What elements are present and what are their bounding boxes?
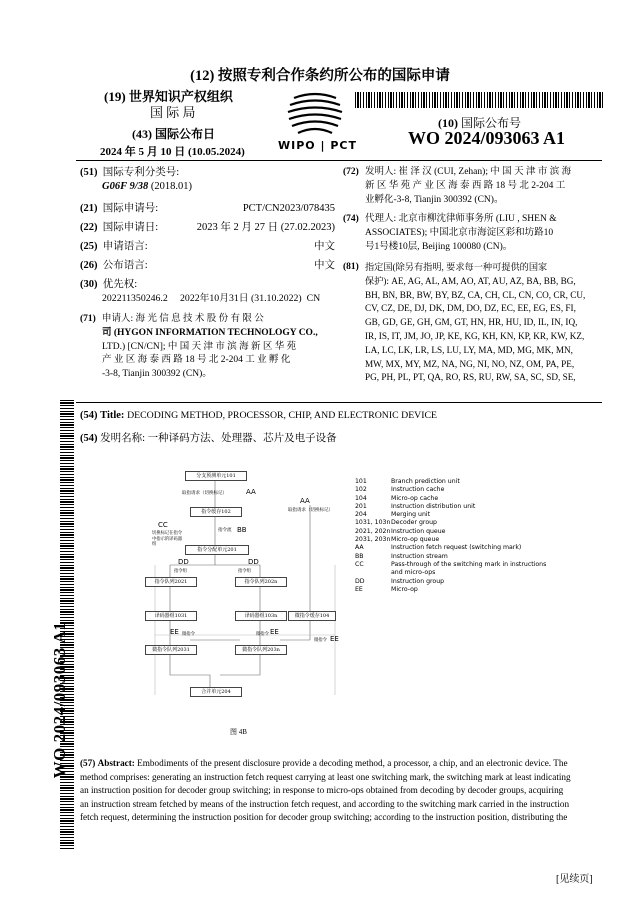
legend-row: CC Pass-through of the switching mark in instructions bbox=[355, 560, 547, 568]
f71-line: 产 业 区 海 泰 西 路 18 号 北 2-204 工 业 孵 化 bbox=[102, 355, 291, 366]
f26-value: 中文 bbox=[314, 260, 335, 271]
document-header-title: (12) 按照专利合作条约所公布的国际申请 bbox=[190, 68, 450, 84]
legend-row: 104 Micro-op cache bbox=[355, 494, 439, 502]
f25-label: 申请语言: bbox=[102, 241, 148, 252]
pub-no: WO 2024/093063 A1 bbox=[408, 128, 566, 148]
abstract-line: an instruction stream fetched by means of the instruction fetch request, and according to the switching mark carried in the instruction bbox=[80, 798, 570, 809]
abstract-line: Embodiments of the present disclosure provide a decoding method, a processor, a chip, and an electronic device. The bbox=[137, 758, 568, 768]
box-204: 合并单元204 bbox=[190, 687, 242, 697]
f81-line: MW, MX, MY, MZ, NA, NG, NI, NO, NZ, OM, PA, PE, bbox=[365, 358, 575, 369]
title-en bbox=[80, 410, 437, 421]
title-cn-value: 一种译码方法、处理器、芯片及电子设备 bbox=[147, 433, 337, 444]
box-203n: 微指令队列203n bbox=[235, 645, 287, 655]
pub-no-code: (10) bbox=[438, 116, 458, 130]
field-30 bbox=[80, 278, 335, 306]
field-51 bbox=[80, 166, 335, 194]
f51-ipc: G06F 9/38 bbox=[102, 181, 149, 192]
f30-date: 2022年10月31日 (31.10.2022) bbox=[180, 293, 302, 304]
legend-row: BB Instruction stream bbox=[355, 552, 448, 560]
box-103n: 译码器组103n bbox=[235, 611, 287, 621]
mark-cc: CC bbox=[158, 521, 168, 529]
box-102: 指令缓存102 bbox=[190, 507, 242, 517]
legend-row: EE Micro-op bbox=[355, 585, 418, 593]
title-en-value: DECODING METHOD, PROCESSOR, CHIP, AND ELECTRONIC DEVICE bbox=[127, 410, 438, 421]
title-divider bbox=[76, 402, 602, 403]
mark-bb: BB bbox=[237, 526, 247, 534]
header-divider bbox=[76, 160, 602, 161]
arrow-line bbox=[280, 621, 310, 640]
legend-row: DD Instruction group bbox=[355, 577, 445, 585]
box-201: 指令分配单元201 bbox=[185, 545, 249, 555]
instr-grp-label-2: 指令组 bbox=[238, 569, 251, 574]
f22-label: 国际申请日: bbox=[102, 222, 159, 233]
legend-row: 2031, 203n Micro-op queue bbox=[355, 536, 440, 544]
f26-code: (26) bbox=[80, 260, 98, 271]
field-21 bbox=[80, 202, 335, 216]
f30-code: (30) bbox=[80, 279, 98, 290]
mark-dd: DD bbox=[178, 558, 189, 566]
field-81 bbox=[343, 261, 603, 385]
arrow-line bbox=[170, 655, 260, 687]
micro-op-label: 微指令 bbox=[182, 632, 195, 637]
mark-ee-3: EE bbox=[330, 635, 339, 643]
f26-label: 公布语言: bbox=[102, 260, 148, 271]
f71-line: 申请人: 海 光 信 息 技 术 股 份 有 限 公 bbox=[102, 314, 264, 324]
figure-arrows bbox=[130, 465, 360, 735]
f30-label: 优先权: bbox=[102, 279, 138, 290]
f74-line: ASSOCIATES); 中国北京市海淀区彩和坊路10 bbox=[365, 227, 554, 238]
continued-label: [见续页] bbox=[556, 874, 593, 885]
arrow-line bbox=[170, 587, 260, 611]
box-101: 分支预测单元101 bbox=[185, 471, 247, 481]
f72-line: 业孵化-3-8, Tianjin 300392 (CN)。 bbox=[365, 194, 504, 205]
f51-label: 国际专利分类号: bbox=[102, 167, 180, 178]
field-72 bbox=[343, 166, 603, 207]
legend-row: 201 Instruction distribution unit bbox=[355, 502, 476, 510]
legend-row: 204 Merging unit bbox=[355, 511, 431, 519]
box-104: 微指令缓存104 bbox=[288, 611, 336, 621]
figure-legend bbox=[355, 478, 605, 594]
abstract-line: fetch request, determining the instruction position for decoder group switching; according to the instruction position, distributing the bbox=[80, 812, 568, 822]
mark-aa-2: AA bbox=[300, 497, 310, 505]
f81-line: BH, BN, BR, BW, BY, BZ, CA, CH, CL, CN, CO, CR, CU, bbox=[365, 289, 586, 300]
legend-row: 2021, 202n Instruction queue bbox=[355, 527, 446, 535]
box-2031: 微指令队列2031 bbox=[145, 645, 197, 655]
abstract-line: method comprises: generating an instruction fetch request carrying at least one switching mark, the switching mark at least indicating bbox=[80, 771, 571, 782]
legend-row: 102 Instruction cache bbox=[355, 486, 445, 494]
pub-date-code: (43) bbox=[132, 127, 152, 141]
figure-caption: 图 4B bbox=[230, 728, 247, 736]
f22-code: (22) bbox=[80, 222, 98, 233]
f21-label: 国际申请号: bbox=[102, 203, 159, 214]
f74-line: 代理人: 北京市柳沈律师事务所 (LIU , SHEN & bbox=[365, 214, 557, 224]
fetch-req-label: 取指请求（切换标记） bbox=[182, 491, 227, 496]
title-cn-code: (54) bbox=[80, 433, 98, 444]
fetch-req-label-2: 取指请求（切换标记） bbox=[288, 508, 333, 513]
f72-code: (72) bbox=[343, 167, 359, 177]
micro-op-label-2: 微指令 bbox=[256, 632, 269, 637]
legend-row: AA Instruction fetch request (switching mark) bbox=[355, 544, 522, 552]
box-202n: 指令队列202n bbox=[235, 577, 287, 587]
title-en-label: Title: bbox=[100, 410, 125, 421]
f71-code: (71) bbox=[80, 314, 96, 324]
f81-line: LA, LC, LK, LR, LS, LU, LY, MA, MD, MG, MK, MN, bbox=[365, 344, 573, 355]
pub-date-label-text: 国际公布日 bbox=[155, 127, 216, 141]
mark-aa: AA bbox=[246, 488, 256, 496]
legend-row: and micro-ops bbox=[391, 569, 436, 577]
legend-row: 1031, 103n Decoder group bbox=[355, 519, 437, 527]
f21-code: (21) bbox=[80, 203, 98, 214]
f72-line: 发明人: 崔 泽 汉 (CUI, Zehan); 中 国 天 津 市 滨 海 bbox=[365, 167, 572, 177]
f22-value: 2023 年 2 月 27 日 (27.02.2023) bbox=[196, 222, 335, 233]
instr-stream-label: 指令流 bbox=[218, 528, 232, 533]
micro-op-label-3: 微指令 bbox=[314, 638, 327, 643]
f71-line: -3-8, Tianjin 300392 (CN)。 bbox=[102, 369, 212, 380]
f71-line: LTD.) [CN/CN]; 中 国 天 津 市 滨 海 新 区 华 苑 bbox=[102, 341, 297, 352]
mark-ee: EE bbox=[170, 628, 179, 636]
f30-no: 202211350246.2 bbox=[102, 293, 168, 304]
f30-cc: CN bbox=[306, 293, 321, 304]
field-74 bbox=[343, 213, 603, 254]
f81-line: GB, GD, GE, GH, GM, GT, HN, HR, HU, ID, IL, IN, IQ, bbox=[365, 317, 578, 328]
field-26 bbox=[80, 259, 335, 273]
title-cn bbox=[80, 430, 337, 445]
field-22 bbox=[80, 221, 335, 235]
f25-value: 中文 bbox=[314, 241, 335, 252]
f74-line: 号1号楼10层, Beijing 100080 (CN)。 bbox=[365, 241, 513, 252]
box-2021: 指令队列2021 bbox=[145, 577, 197, 587]
side-pub-no: WO 2024/093063 A1 bbox=[50, 621, 69, 779]
org-code: (19) bbox=[104, 89, 126, 104]
abstract-code: (57) bbox=[80, 758, 96, 768]
abstract-label: Abstract: bbox=[97, 758, 135, 768]
wipo-logo-icon bbox=[280, 88, 350, 140]
title-en-code: (54) bbox=[80, 410, 98, 421]
cc-desc: 切换标记在指令中指示的译码器组 bbox=[152, 531, 183, 547]
pub-date-label bbox=[132, 125, 215, 142]
mark-dd-2: DD bbox=[248, 558, 259, 566]
mark-ee-2: EE bbox=[270, 628, 279, 636]
f74-code: (74) bbox=[343, 214, 359, 224]
pub-no-label-text: 国际公布号 bbox=[461, 116, 522, 130]
f81-line: 保护): AE, AG, AL, AM, AO, AT, AU, AZ, BA, BB, BG, bbox=[365, 275, 576, 286]
figure-4b bbox=[130, 465, 360, 735]
f72-line: 新 区 华 苑 产 业 区 海 泰 西 路 18 号 北 2-204 工 bbox=[365, 180, 566, 191]
title-cn-label: 发明名称: bbox=[100, 433, 146, 444]
f81-line: IR, IS, IT, JM, JO, JP, KE, KG, KH, KN, KP, KR, KW, KZ, bbox=[365, 330, 585, 341]
wipo-label: WIPO | PCT bbox=[278, 139, 357, 152]
f21-value: PCT/CN2023/078435 bbox=[242, 203, 335, 214]
f81-line: 指定国(除另有指明, 要求每一种可提供的国家 bbox=[365, 262, 548, 272]
field-25 bbox=[80, 240, 335, 254]
f81-code: (81) bbox=[343, 262, 359, 272]
f81-line: PG, PH, PL, PT, QA, RO, RS, RU, RW, SA, SC, SD, SE, bbox=[365, 372, 576, 383]
barcode-top bbox=[355, 92, 603, 108]
legend-row: 101 Branch prediction unit bbox=[355, 478, 460, 485]
box-1031: 译码器组1031 bbox=[145, 611, 197, 621]
abstract bbox=[80, 757, 602, 825]
org-sub: 国 际 局 bbox=[150, 105, 196, 120]
f51-code: (51) bbox=[80, 167, 98, 178]
f51-date: (2018.01) bbox=[150, 181, 192, 192]
f81-line: CV, CZ, DE, DJ, DK, DM, DO, DZ, EC, EE, EG, ES, FI, bbox=[365, 303, 576, 314]
org-name: 世界知识产权组织 bbox=[128, 89, 233, 104]
f71-line: 司 (HYGON INFORMATION TECHNOLOGY CO., bbox=[102, 327, 318, 338]
abstract-line: an instruction position for decoder group switching; in response to micro-ops obtained from decoding by decoder groups, acquiring bbox=[80, 785, 564, 795]
f25-code: (25) bbox=[80, 241, 98, 252]
pub-date: 2024 年 5 月 10 日 (10.05.2024) bbox=[100, 146, 245, 158]
field-71 bbox=[80, 313, 335, 382]
instr-grp-label: 指令组 bbox=[174, 569, 187, 574]
